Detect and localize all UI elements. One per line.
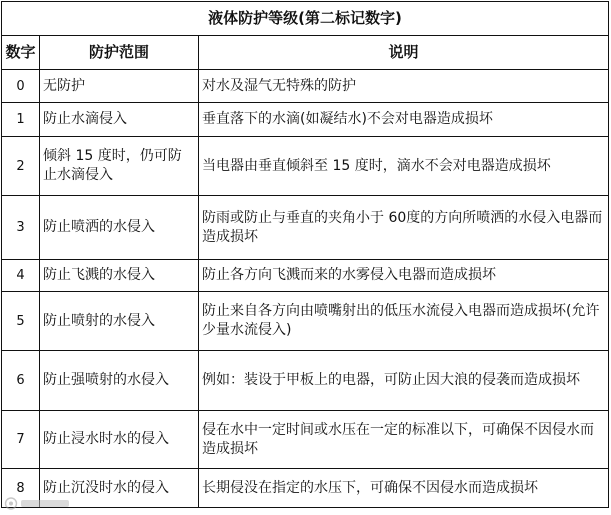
row-number: 6 xyxy=(2,351,40,411)
table-row xyxy=(2,351,609,411)
row-scope: 防止喷射的水侵入 xyxy=(40,292,199,351)
table-title-row xyxy=(2,2,609,36)
table-row xyxy=(2,292,609,351)
row-description: 侵在水中一定时间或水压在一定的标准以下，可确保不因侵水而造成损坏 xyxy=(199,411,609,469)
header-description: 说明 xyxy=(199,36,609,70)
table-row xyxy=(2,411,609,469)
row-description: 垂直落下的水滴(如凝结水)不会对电器造成损坏 xyxy=(199,103,609,137)
watermark-logo xyxy=(4,496,74,511)
header-row xyxy=(2,36,609,70)
table-row xyxy=(2,137,609,196)
table-row xyxy=(2,196,609,260)
row-scope: 防止水滴侵入 xyxy=(40,103,199,137)
header-scope: 防护范围 xyxy=(40,36,199,70)
row-scope: 倾斜 15 度时，仍可防止水滴侵入 xyxy=(40,137,199,196)
table-row xyxy=(2,469,609,508)
row-number: 2 xyxy=(2,137,40,196)
row-number: 4 xyxy=(2,260,40,292)
row-description: 例如：装设于甲板上的电器，可防止因大浪的侵袭而造成损坏 xyxy=(199,351,609,411)
row-scope: 防止喷洒的水侵入 xyxy=(40,196,199,260)
header-number: 数字 xyxy=(2,36,40,70)
ip-liquid-protection-table xyxy=(1,1,609,508)
table-row xyxy=(2,260,609,292)
row-number: 8 xyxy=(2,469,40,508)
row-description: 对水及湿气无特殊的防护 xyxy=(199,70,609,103)
row-description: 防雨或防止与垂直的夹角小于 60度的方向所喷洒的水侵入电器而造成损坏 xyxy=(199,196,609,260)
row-number: 3 xyxy=(2,196,40,260)
row-number: 7 xyxy=(2,411,40,469)
row-number: 5 xyxy=(2,292,40,351)
row-number: 1 xyxy=(2,103,40,137)
table-row xyxy=(2,103,609,137)
row-description: 长期侵没在指定的水压下，可确保不因侵水而造成损坏 xyxy=(199,469,609,508)
table-title: 液体防护等级(第二标记数字) xyxy=(2,2,609,36)
row-scope: 防止浸水时水的侵入 xyxy=(40,411,199,469)
row-description: 防止各方向飞溅而来的水雾侵入电器而造成损坏 xyxy=(199,260,609,292)
row-number: 0 xyxy=(2,70,40,103)
row-scope: 无防护 xyxy=(40,70,199,103)
row-scope: 防止强喷射的水侵入 xyxy=(40,351,199,411)
row-description: 防止来自各方向由喷嘴射出的低压水流侵入电器而造成损坏(允许少量水流侵入) xyxy=(199,292,609,351)
table-row xyxy=(2,70,609,103)
row-scope: 防止飞溅的水侵入 xyxy=(40,260,199,292)
row-description: 当电器由垂直倾斜至 15 度时，滴水不会对电器造成损坏 xyxy=(199,137,609,196)
row-scope: 防止沉没时水的侵入 xyxy=(40,469,199,508)
